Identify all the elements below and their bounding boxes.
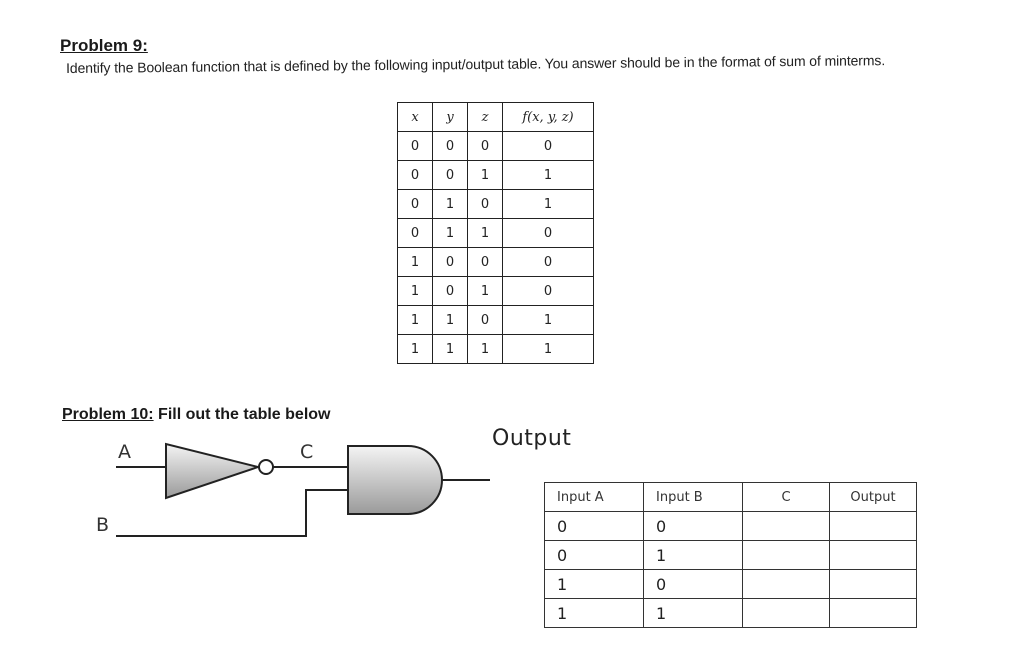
table-row <box>398 132 594 161</box>
cell-x: 1 <box>398 277 433 306</box>
header-z: z <box>468 103 503 132</box>
cell-f: 1 <box>503 161 594 190</box>
truth-table <box>397 102 594 364</box>
cell-f: 0 <box>503 219 594 248</box>
problem-10-instruction: Fill out the table below <box>153 406 331 423</box>
cell-z: 0 <box>468 190 503 219</box>
table-row <box>398 335 594 364</box>
cell-x: 0 <box>398 161 433 190</box>
cell-z: 0 <box>468 306 503 335</box>
cell-input-b: 0 <box>644 570 743 599</box>
cell-z: 0 <box>468 248 503 277</box>
cell-y: 0 <box>433 248 468 277</box>
cell-y: 0 <box>433 161 468 190</box>
cell-input-b: 1 <box>644 599 743 628</box>
cell-x: 0 <box>398 132 433 161</box>
cell-y: 1 <box>433 306 468 335</box>
cell-z: 1 <box>468 335 503 364</box>
input-a-label: A <box>118 441 131 463</box>
cell-y: 1 <box>433 219 468 248</box>
problem-10-label: Problem 10: <box>62 406 154 423</box>
cell-input-a: 1 <box>545 599 644 628</box>
cell-f: 1 <box>503 306 594 335</box>
input-b-label: B <box>96 514 110 536</box>
wire-b <box>116 490 348 536</box>
cell-input-b: 1 <box>644 541 743 570</box>
cell-f: 1 <box>503 335 594 364</box>
cell-f: 0 <box>503 248 594 277</box>
cell-output-answer[interactable] <box>830 570 917 599</box>
table-row <box>545 512 917 541</box>
cell-input-a: 1 <box>545 570 644 599</box>
problem-9-description: Identify the Boolean function that is defined by the following input/output table. You answer should be in the format of sum of minterms. <box>66 52 886 76</box>
cell-f: 0 <box>503 132 594 161</box>
header-input-b: Input B <box>644 483 743 512</box>
table-row <box>398 248 594 277</box>
cell-c-answer[interactable] <box>743 541 830 570</box>
inverter-bubble <box>259 460 273 474</box>
cell-y: 0 <box>433 132 468 161</box>
problem-10-title <box>62 406 330 424</box>
table-row <box>545 599 917 628</box>
cell-c-answer[interactable] <box>743 512 830 541</box>
header-input-a: Input A <box>545 483 644 512</box>
header-y: y <box>433 103 468 132</box>
cell-y: 1 <box>433 190 468 219</box>
not-gate <box>166 444 258 498</box>
cell-z: 0 <box>468 132 503 161</box>
cell-input-b: 0 <box>644 512 743 541</box>
cell-output-answer[interactable] <box>830 541 917 570</box>
cell-output-answer[interactable] <box>830 512 917 541</box>
cell-output-answer[interactable] <box>830 599 917 628</box>
cell-c-answer[interactable] <box>743 570 830 599</box>
cell-input-a: 0 <box>545 512 644 541</box>
cell-input-a: 0 <box>545 541 644 570</box>
cell-x: 0 <box>398 190 433 219</box>
table-row <box>398 190 594 219</box>
header-f: f(x, y, z) <box>503 103 594 132</box>
header-output: Output <box>830 483 917 512</box>
and-gate <box>348 446 442 514</box>
table-row <box>398 277 594 306</box>
table-row <box>545 541 917 570</box>
cell-x: 1 <box>398 306 433 335</box>
cell-x: 1 <box>398 335 433 364</box>
table-row <box>398 306 594 335</box>
table-row <box>398 161 594 190</box>
table-row <box>545 570 917 599</box>
circuit-table-header-row <box>545 483 917 512</box>
cell-c-answer[interactable] <box>743 599 830 628</box>
signal-c-label: C <box>300 441 314 463</box>
circuit-truth-table <box>544 482 917 628</box>
problem-9-title: Problem 9: <box>60 36 148 55</box>
cell-f: 0 <box>503 277 594 306</box>
cell-z: 1 <box>468 219 503 248</box>
cell-y: 0 <box>433 277 468 306</box>
cell-z: 1 <box>468 161 503 190</box>
cell-x: 1 <box>398 248 433 277</box>
table-row <box>398 219 594 248</box>
cell-z: 1 <box>468 277 503 306</box>
header-x: x <box>398 103 433 132</box>
header-c: C <box>743 483 830 512</box>
cell-f: 1 <box>503 190 594 219</box>
output-label: Output <box>492 426 572 451</box>
truth-table-header-row <box>398 103 594 132</box>
cell-y: 1 <box>433 335 468 364</box>
cell-x: 0 <box>398 219 433 248</box>
